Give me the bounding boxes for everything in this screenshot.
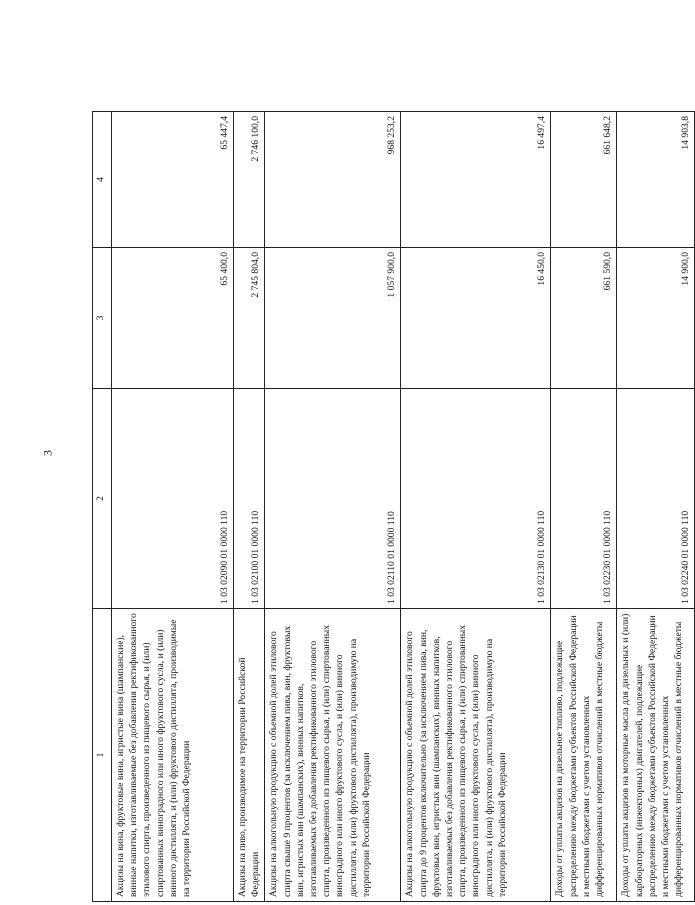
row-col4-value: 65 447,4 [112,112,234,248]
rotated-page-content [92,112,692,902]
row-name: Доходы от уплаты акцизов на моторные масла для дизельных и (или) карбюраторных (инжекторных) двигателей, подлежащие распределению между бюджетами субъектов Российской Федерации и местными бюджетами с учетом установленных дифференцированных нормативов отчислений в местные бюджеты [617,609,695,902]
table-row [401,112,551,902]
row-col3-value: 16 450,0 [401,248,551,389]
header-cell: 2 [93,389,112,609]
row-col3-value: 65 400,0 [112,248,234,389]
row-col3-value: 1 057 900,0 [265,248,401,389]
revenue-table [92,111,695,902]
header-cell: 3 [93,248,112,389]
row-name: Акцизы на вина, фруктовые вина, игристые вина (шампанские), винные напитки, изготавливаемые без добавления ректификованного этилового спирта, произведенного из пищевого сырья, и (или) спиртованных виноградного или иного фруктового сусла, и (или) винного дистиллята, и (или) фруктового дистиллята, производимые на территории Российской Федерации [112,609,234,902]
row-code: 1 03 02100 01 0000 110 [234,389,265,609]
table-row [265,112,401,902]
header-cell: 1 [93,609,112,902]
row-code: 1 03 02130 01 0000 110 [401,389,551,609]
row-code: 1 03 02240 01 0000 110 [617,389,695,609]
row-col3-value: 2 745 804,0 [234,248,265,389]
page-number: 3 [40,450,55,456]
row-col4-value: 2 746 100,0 [234,112,265,248]
row-col4-value: 661 648,2 [551,112,617,248]
header-cell: 4 [93,112,112,248]
row-name: Акцизы на алкогольную продукцию с объемной долей этилового спирта до 9 процентов включительно (за исключением пива, вин, фруктовых вин, игристых вин (шампанских), винных напитков, изготавливаемых без добавления ректификованного этилового спирта, произведенного из пищевого сырья, и (или) спиртованных виноградного или иного фруктового сусла, и (или) винного дистиллята, и (или) фруктового дистиллята), производимую на территории Российской Федерации [401,609,551,902]
row-name: Акцизы на алкогольную продукцию с объемной долей этилового спирта свыше 9 процентов (за исключением пива, вин, фруктовых вин, игристых вин (шампанских), винных напитков, изготавливаемых без добавления ректификованного этилового спирта, произведенного из пищевого сырья, и (или) спиртованных виноградного или иного фруктового сусла, и (или) винного дистиллята, и (или) фруктового дистиллята), производимую на территории Российской Федерации [265,609,401,902]
row-col3-value: 661 590,0 [551,248,617,389]
row-name: Акцизы на пиво, производимое на территории Российской Федерации [234,609,265,902]
row-col3-value: 14 900,0 [617,248,695,389]
row-col4-value: 16 497,4 [401,112,551,248]
row-code: 1 03 02110 01 0000 110 [265,389,401,609]
table-row [234,112,265,902]
row-code: 1 03 02230 01 0000 110 [551,389,617,609]
row-name: Доходы от уплаты акцизов на дизельное топливо, подлежащие распределению между бюджетами субъектов Российской Федерации и местными бюджетами с учетом установленных дифференцированных нормативов отчислений в местные бюджеты [551,609,617,902]
row-code: 1 03 02090 01 0000 110 [112,389,234,609]
row-col4-value: 14 903,8 [617,112,695,248]
rotated-table-container [92,112,692,902]
table-row [112,112,234,902]
table-header-row [93,112,112,902]
row-col4-value: 968 253,2 [265,112,401,248]
table-row [617,112,695,902]
table-row [551,112,617,902]
